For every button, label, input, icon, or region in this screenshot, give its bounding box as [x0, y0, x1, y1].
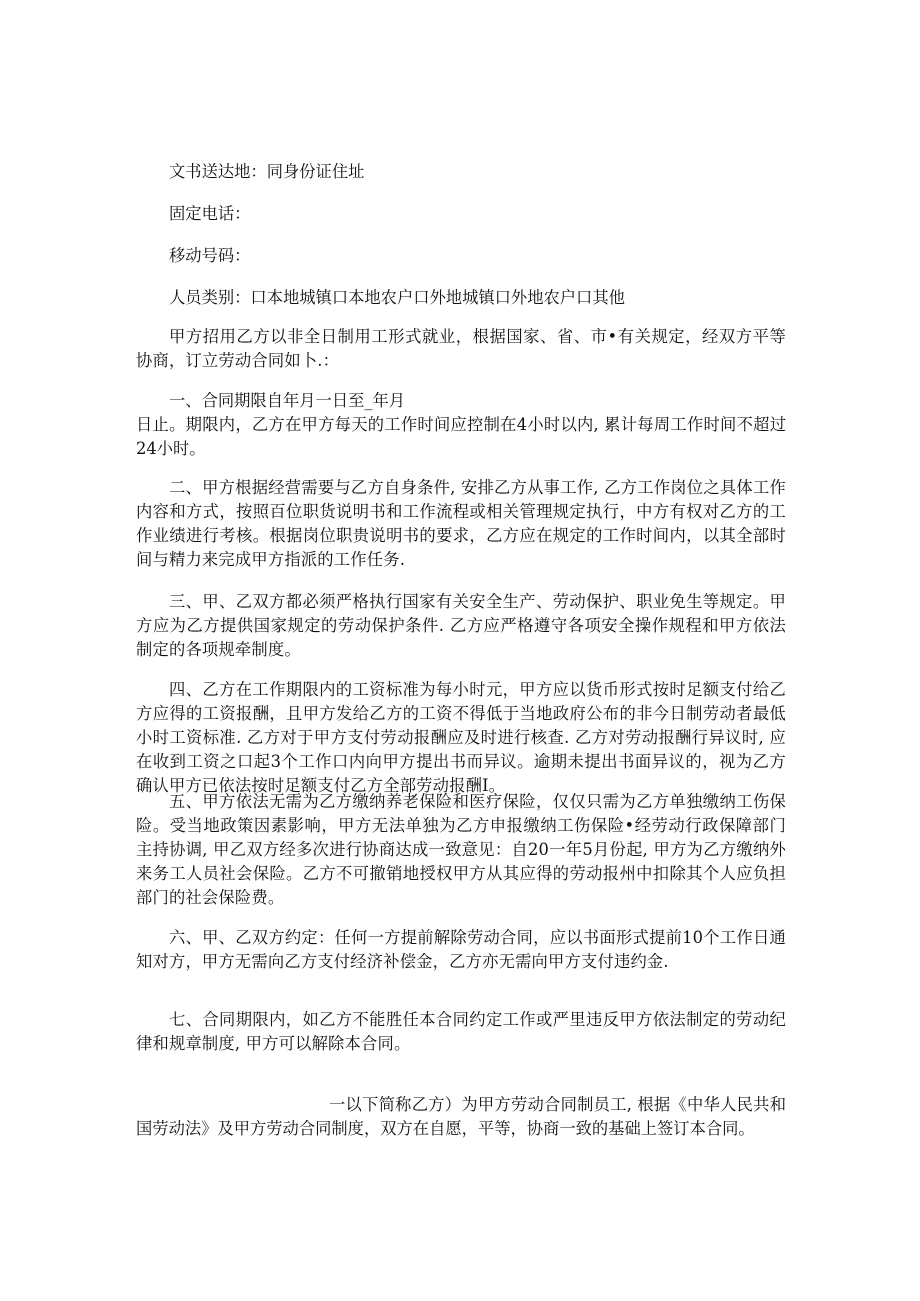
clause-1-body: 日止。期限内，乙方在甲方每天的工作时间应控制在4小时以内, 累计每周工作时间不超过24小时。: [136, 415, 786, 458]
clause-6-paragraph: 六、甲、乙双方约定：任何一方提前解除劳动合同，应以书面形式提前10个工作日通知对方，甲方无需向乙方支付经济补偿金，乙方亦无需向甲方支付违约金.: [136, 928, 786, 971]
clause-2-paragraph: 二、甲方根据经营需要与乙方自身条件, 安排乙方从事工作, 乙方工作岗位之具体工作内容和方式，按照百位职货说明书和工作流程或相关管理规定执行，中方有权对乙方的工作业绩进行考核。根据岗位职贵说明书的要求，乙方应在规定的工作时间内，以其全部时间与精力来完成甲方指派的工作任务.: [136, 478, 786, 569]
tail-paragraph: 一以下简称乙方）为甲方劳动合同制员工, 根据《中华人民共和国劳动法》及甲方劳动合同制度，双方在自愿，平等，协商一致的基础上签订本合同。: [136, 1095, 786, 1138]
clause-3-paragraph: 三、甲、乙双方都必须严格执行国家有关安全生产、劳动保护、职业免生等规定。甲方应为乙方提供国家规定的劳动保护条件. 乙方应严格遵守各项安全操作规程和甲方依法制定的各项规牵制度。: [136, 592, 786, 659]
intro-paragraph: 甲方招用乙方以非全日制用工形式就业，根据国家、省、市•有关规定，经双方平等协商，订立劳动合同如卜.：: [136, 327, 786, 370]
address-line: 文书送达地：同身份证住址: [169, 162, 365, 181]
clause-4-paragraph: 四、乙方在工作期限内的工资标准为每小时元，甲方应以货币形式按时足额支付给乙方应得的工资报酬，且甲方发给乙方的工资不得低于当地政府公布的非今日制劳动者最低小时工资标准. 乙方对于甲方支付劳动报酬应及时进行核查. 乙方对劳动报酬行异议时, 应在收到工资之口起3个工作口内向甲方提出书而异议。逾期未提出书面异议的，视为乙方确认甲方已依法按时足额支付乙方全部劳动报酬I。: [136, 680, 786, 795]
mobile-phone-line: 移动号码：: [169, 246, 251, 265]
fixed-phone-line: 固定电话：: [169, 204, 251, 223]
clause-1-heading: 一、合同期限自年月一日至_年月: [169, 391, 406, 410]
clause-5-paragraph: 五、甲方依法无需为乙方缴纳养老保险和医疗保险，仅仅只需为乙方单独缴纳工伤保险。受当地政策因素影响，甲方无法单独为乙方申报缴纳工伤保险•经劳动行政保障部门主持协调, 甲乙双方经多次进行协商达成一致意见：自20一年5月份起, 甲方为乙方缴纳外来务工人员社会保险。乙方不可撤销地授权甲方从其应得的劳动报州中扣除其个人应负担部门的社会保险费。: [136, 792, 786, 907]
clause-7-paragraph: 七、合同期限内，如乙方不能胜任本合同约定工作或严里违反甲方依法制定的劳动纪律和规章制度, 甲方可以解除本合同。: [136, 1010, 786, 1053]
personnel-type-line: 人员类别：口本地城镇口本地农户口外地城镇口外地农户口其他: [169, 288, 625, 307]
